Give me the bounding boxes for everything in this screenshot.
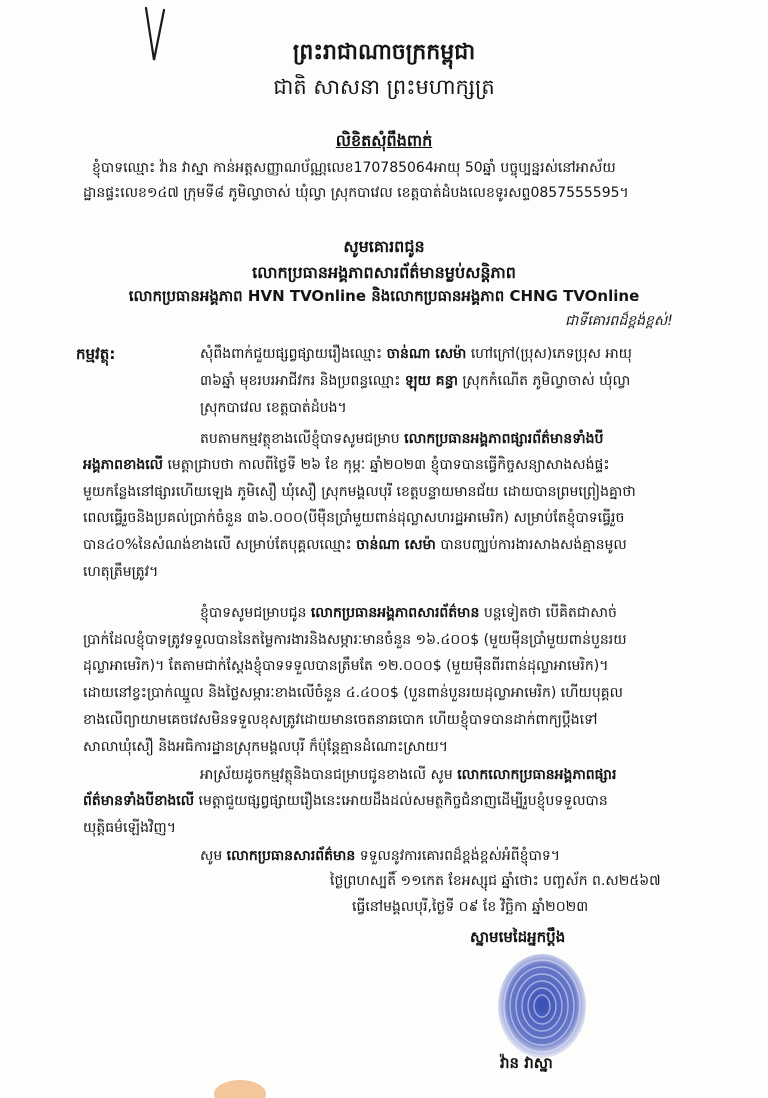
recipient-line-1: លោកប្រធានអង្គភាពសារព័ត៌មានម្លប់សន្តិភាព	[252, 263, 516, 282]
body-text: បន្តទៀតថា បើគិតជាសាច់	[483, 605, 617, 621]
body-text: បានបញ្ឈប់ការងារសាងសង់គ្មានមូល	[440, 537, 627, 553]
paragraph-1-line	[200, 430, 603, 448]
high-respect: ជាទីគោរពដ៏ខ្ពង់ខ្ពស់!	[565, 313, 673, 329]
body-text: ខ្ញុំបាទសូមជម្រាបជូន	[200, 605, 307, 621]
signature-label: ស្នាមមេដៃអ្នកប្តឹង	[470, 928, 566, 946]
paragraph-3-line: យុត្តិធម៌ឡើងវិញ។	[83, 820, 176, 836]
subject-text: ស្រុកកំណើត ភូមិល្វាចាស់ ឃុំល្វា	[462, 373, 631, 389]
body-bold-text: លោកប្រធានអង្គភាពផ្សារព័ត៌មានទាំងបី	[404, 431, 604, 447]
paragraph-1-line: មួយកន្លែងនៅផ្សារហើយឡេង ភូមិសឿ ឃុំសឿ ស្រុកមង្គលបុរី ខេត្តបន្ទាយមានជ័យ ដោយបានព្រមព្រៀងគ្នាថា	[83, 484, 636, 500]
paragraph-1-line: ពេលធ្វើរួចនិងប្រគល់ប្រាក់ចំនួន ៣៦.០០០(បីម៉ឺនប្រាំមួយពាន់ដុល្លាសហរដ្ឋអាមេរិក) សម្រាប់តែខ្ញុំបាទធ្វើរួច	[83, 510, 625, 526]
recipient-line-2: លោកប្រធានអង្គភាព HVN TVOnline និងលោកប្រធានអង្គភាព CHNG TVOnline	[128, 287, 640, 305]
subject-line-1	[200, 345, 632, 363]
subject-name: ចាន់ណា សេម៉ា	[386, 346, 467, 362]
subject-text: ៣៦ឆ្នាំ មុខរបរអាជីវករ និងប្រពន្ធឈ្មោះ	[200, 373, 401, 389]
body-bold-text: លោកលោកប្រធានអង្គភាពផ្សារ	[457, 767, 617, 783]
body-text: អាស្រ័យដូចកម្មវត្ថុនិងបានជម្រាបជូនខាងលើ សូម	[200, 767, 453, 783]
kingdom-heading: ព្រះរាជាណាចក្រកម្ពុជា	[292, 40, 476, 65]
subject-label: កម្មវត្ថុ:	[76, 345, 116, 363]
paragraph-2-line	[200, 604, 617, 622]
intro-line-2: ដ្ឋានផ្ទះលេខ១៤៧ ក្រុមទី៨ ភូមិល្វាចាស់ ឃុំល្វា ស្រុកបាវេល ខេត្តបាត់ដំបងលេខទូរសព្ទ0857555595។	[83, 185, 629, 201]
solar-date: ធ្វើនៅមង្គលបុរី,ថ្ងៃទី ០៩ ខែ វិច្ឆិកា ឆ្នាំ២០២៣	[352, 899, 589, 915]
paragraph-3-line	[83, 792, 608, 810]
paragraph-1-line	[83, 456, 610, 474]
subject-text: ហៅក្រៅ(ប្រុស)ភេទប្រុស អាយុ	[470, 346, 633, 362]
paragraph-1-line	[83, 536, 627, 554]
body-bold-text: ព័ត៌មានទាំងបីខាងលើ	[83, 793, 195, 809]
signer-name: វ៉ាន វាស្នា	[500, 1054, 553, 1072]
paragraph-2-line: ប្រាក់ដែលខ្ញុំបាទត្រូវទទួលបាននៃតម្លៃការងារនិងសម្ភារៈមានចំនួន ១៦.៤០០$ (មួយម៉ឺនប្រាំមួយពាន់បួនរយ	[83, 632, 627, 648]
body-bold-text: លោកប្រធានអង្គភាពសារព័ត៌មាន	[310, 605, 480, 621]
motto-heading: ជាតិ សាសនា ព្រះមហាក្សត្រ	[273, 75, 495, 99]
body-text: មេត្តាជ្រាបថា កាលពីថ្ងៃទី ២៦ ខែ កុម្ភៈ ឆ្នាំ២០២៣ ខ្ញុំបាទបានធ្វើកិច្ចសន្យាសាងសង់ផ្ទះ	[167, 457, 610, 473]
finger-blur-icon	[210, 1068, 270, 1098]
respectfully-to: សូមគោរពជូន	[343, 237, 425, 256]
paragraph-2-line: ដោយនៅខ្វះប្រាក់ឈ្នួល និងថ្លៃសម្ភារៈខាងលើចំនួន ៤.៤០០$ (បួនពាន់បួនរយដុល្លាអាមេរិក) ហើយបុគ្គល	[83, 685, 623, 701]
document-title: លិខិតសុំពឹងពាក់	[335, 131, 433, 150]
body-text: បាន៤០%នៃសំណង់ខាងលើ សម្រាប់តែបុគ្គលឈ្មោះ	[83, 537, 352, 553]
body-text: មេត្តាជួយផ្សព្វផ្សាយរឿងនេះអោយដឹងដល់សមត្ថកិច្ចជំនាញដើម្បីរួបខ្ញុំបទទួលបាន	[198, 793, 608, 809]
closing-paragraph	[200, 847, 560, 865]
subject-line-2	[200, 372, 630, 390]
intro-line-1: ខ្ញុំបាទឈ្មោះ វ៉ាន វាស្នា កាន់អត្តសញ្ញាណប័ណ្ណលេខ170785064អាយុ 50ឆ្នាំ បច្ចុប្បន្នរស់នៅអាស័យ	[92, 160, 616, 176]
paragraph-2-line: ខាងលើព្យាយាមគេចវេសមិនទទួលខុសត្រូវដោយមានចេតនាឆបោក ហើយខ្ញុំបាទបានដាក់ពាក្យប្តឹងទៅ	[83, 712, 598, 728]
spouse-name: ឡុយ គន្ធា	[404, 373, 458, 389]
body-bold-text: លោកប្រធានសារព័ត៌មាន	[226, 848, 356, 864]
paragraph-1-line: ហេតុត្រឹមត្រូវ។	[83, 564, 159, 580]
paragraph-2-line: សាលាឃុំសឿ និងអធិការដ្ឋានស្រុកមង្គលបុរី ក៏ប៉ុន្តែគ្មានដំណោះស្រាយ។	[83, 739, 448, 755]
body-text: តបតាមកម្មវត្ថុខាងលើខ្ញុំបាទសូមជម្រាប	[200, 431, 400, 447]
lunar-date: ថ្ងៃព្រហស្បតិ៍ ១១កេត ខែអស្សុជ ឆ្នាំថោះ បញ្ចស័ក ព.ស២៥៦៧	[330, 873, 661, 889]
paragraph-3-line	[200, 766, 616, 784]
body-text: ទទួលនូវការគោរពដ៏ខ្ពង់ខ្ពស់អំពីខ្ញុំបាទ។	[359, 848, 561, 864]
subject-text: សុំពឹងពាក់ជួយផ្សព្វផ្សាយរឿងឈ្មោះ	[200, 346, 383, 362]
subject-line-3: ស្រុកបាវេល ខេត្តបាត់ដំបង។	[200, 400, 347, 416]
body-bold-text: អង្គភាពខាងលើ	[83, 457, 163, 473]
thumbprint-icon	[492, 950, 592, 1062]
body-text: សូម	[200, 848, 223, 864]
body-bold-text: ចាន់ណា សេម៉ា	[356, 537, 436, 553]
paragraph-2-line: ដុល្លាអាមេរិក)។ តែតាមជាក់ស្តែងខ្ញុំបាទទទួលបានត្រឹមតែ ១២.០០០$ (មួយម៉ឺនពីរពាន់ដុល្លាអាមេរិក)។	[83, 658, 609, 674]
